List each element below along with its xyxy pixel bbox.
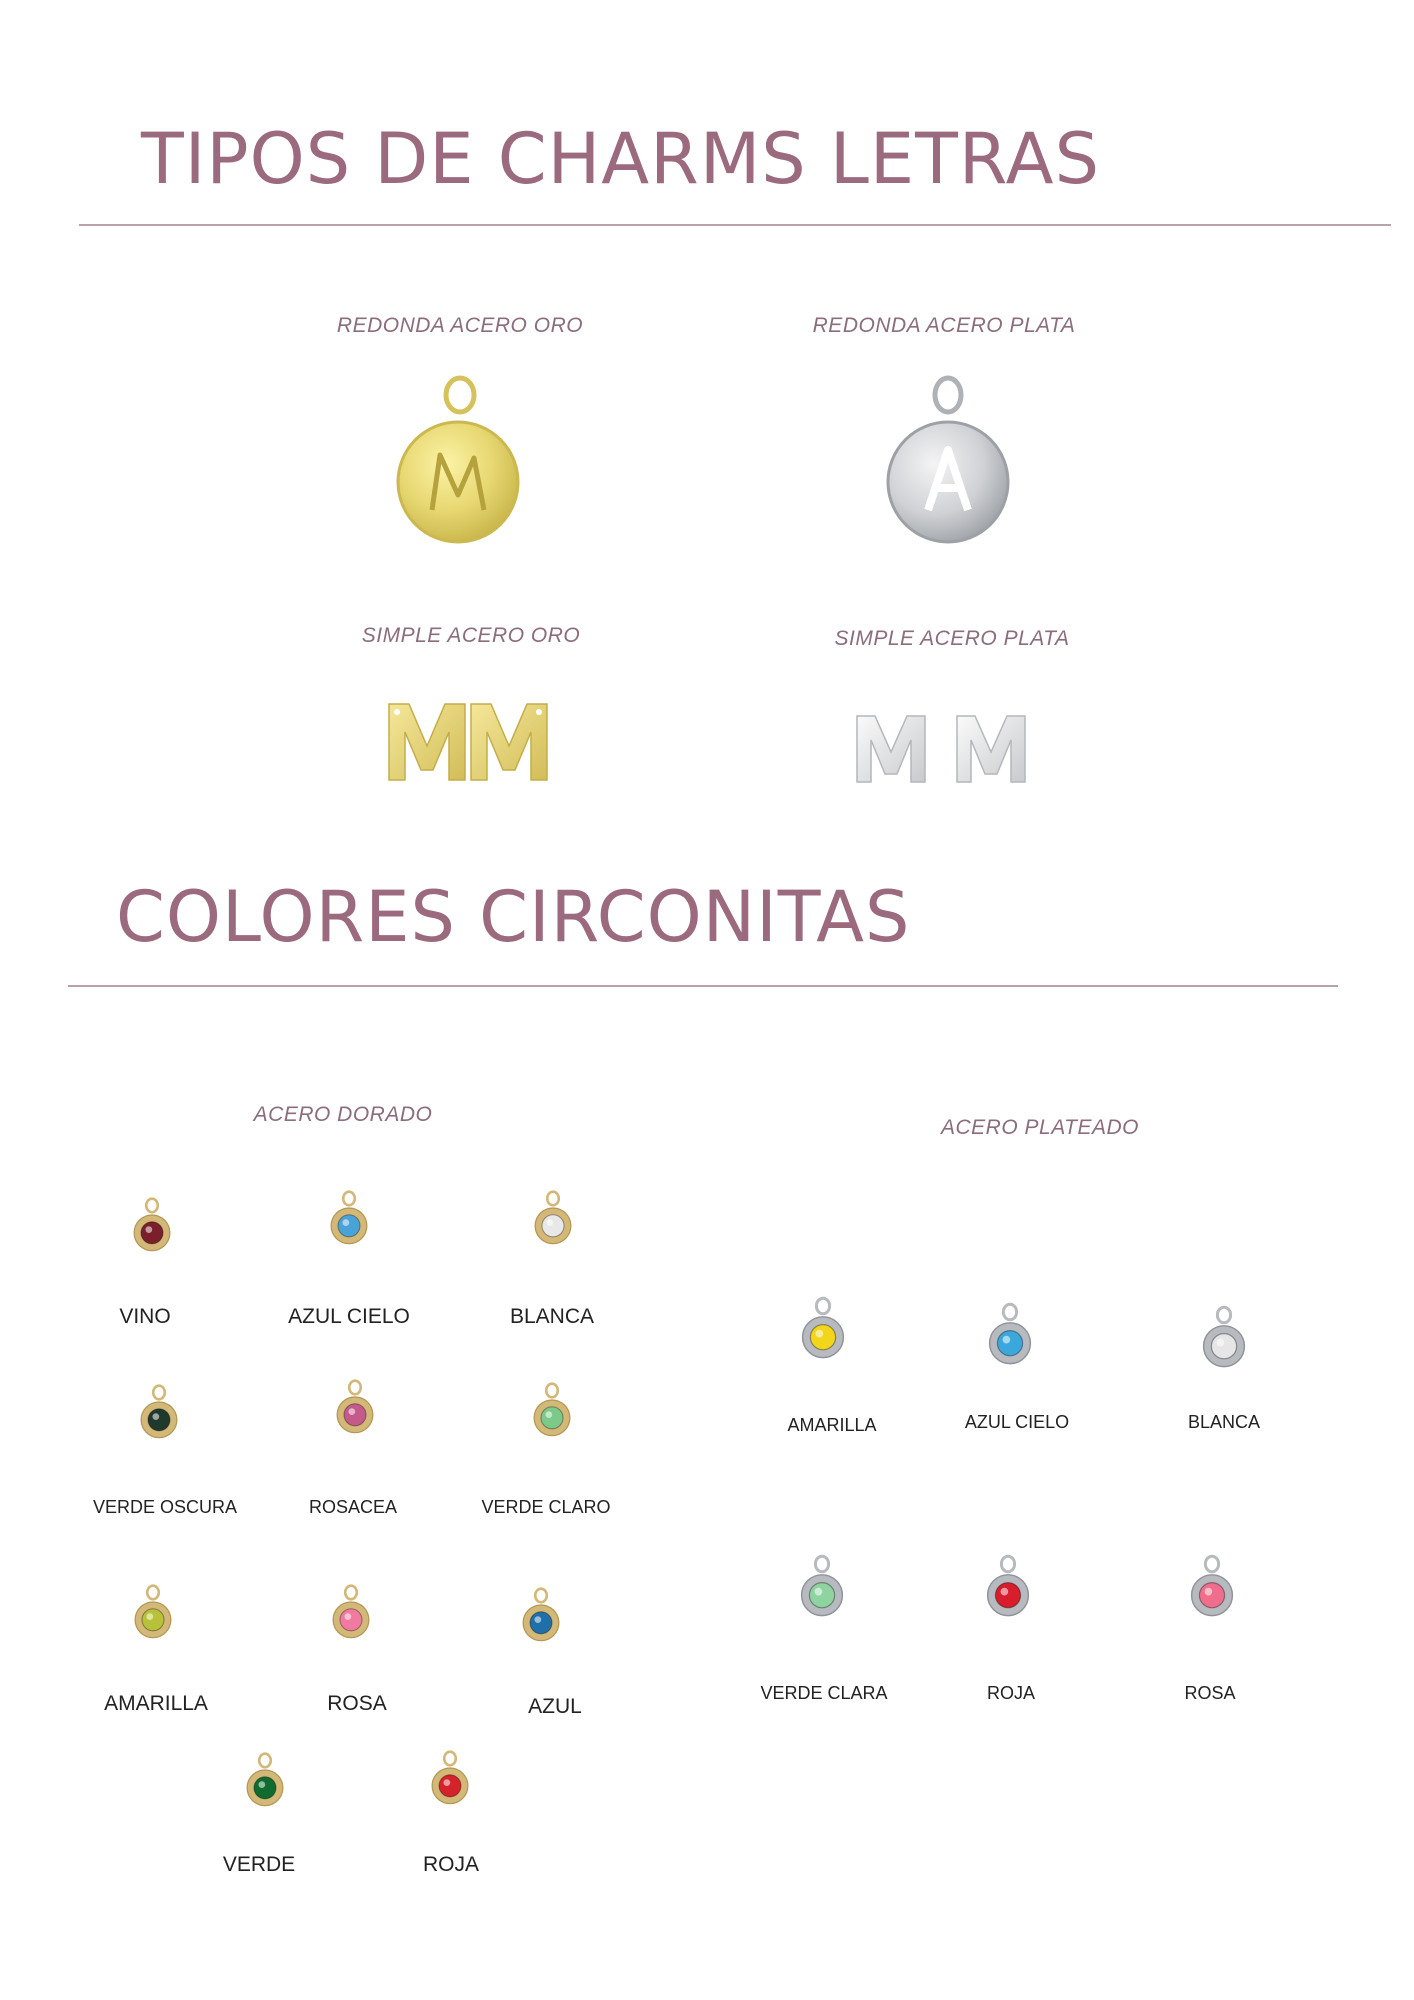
silver-charm-label: BLANCA [1187,1412,1261,1432]
silver-charm-label: AMARILLA [787,1415,877,1435]
silver-zirconia-charm-icon [799,1294,847,1366]
charm-caption-gold-simple: SIMPLE ACERO ORO [361,624,581,647]
gold-zirconia-charm-icon [330,1582,372,1645]
gold-charm-label: ROSA [327,1692,387,1715]
gold-zirconia-charm-icon [244,1750,286,1813]
silver-simple-letter-charm-icon [853,712,1033,787]
gold-charm-label: ROSACEA [308,1497,398,1517]
gold-charm-label: AZUL [528,1695,582,1718]
colors-section-title: COLORES CIRCONITAS [116,876,911,958]
silver-zirconia-charm-icon [984,1552,1032,1624]
gold-zirconia-charm-icon [334,1377,376,1440]
gold-zirconia-charm-icon [531,1380,573,1443]
gold-charm-label: VINO [119,1305,171,1328]
gold-zirconia-charm-icon [532,1188,574,1251]
gold-charm-label: ROJA [422,1853,480,1876]
silver-round-letter-charm-icon [878,370,1018,555]
silver-zirconia-charm-icon [986,1300,1034,1372]
gold-charm-label: VERDE CLARO [481,1497,611,1517]
gold-zirconia-charm-icon [131,1195,173,1258]
silver-zirconia-charm-icon [798,1552,846,1624]
charms-section-title: TIPOS DE CHARMS LETRAS [141,118,1101,200]
gold-zirconia-charm-icon [520,1585,562,1648]
gold-round-letter-charm-icon [390,370,530,555]
gold-charm-label: BLANCA [509,1305,595,1328]
charm-caption-gold-round: REDONDA ACERO ORO [336,314,584,337]
gold-charm-label: AZUL CIELO [288,1305,410,1328]
gold-zirconia-charm-icon [429,1748,471,1811]
silver-group-caption: ACERO PLATEADO [941,1116,1139,1139]
gold-zirconia-charm-icon [138,1382,180,1445]
charm-caption-silver-simple: SIMPLE ACERO PLATA [834,627,1070,650]
silver-zirconia-charm-icon [1188,1552,1236,1624]
gold-zirconia-charm-icon [328,1188,370,1251]
charm-caption-silver-round: REDONDA ACERO PLATA [812,314,1076,337]
gold-simple-letter-charm-icon [385,700,555,785]
gold-charm-label: VERDE OSCURA [92,1497,238,1517]
silver-zirconia-charm-icon [1200,1303,1248,1375]
gold-zirconia-charm-icon [132,1582,174,1645]
silver-charm-label: ROJA [986,1683,1036,1703]
silver-charm-label: AZUL CIELO [964,1412,1070,1432]
silver-charm-label: ROSA [1184,1683,1236,1703]
gold-group-caption: ACERO DORADO [253,1103,433,1126]
gold-charm-label: AMARILLA [104,1692,208,1715]
colors-title-divider [68,985,1338,987]
gold-charm-label: VERDE [222,1853,296,1876]
silver-charm-label: VERDE CLARA [760,1683,888,1703]
charms-title-divider [79,224,1391,226]
